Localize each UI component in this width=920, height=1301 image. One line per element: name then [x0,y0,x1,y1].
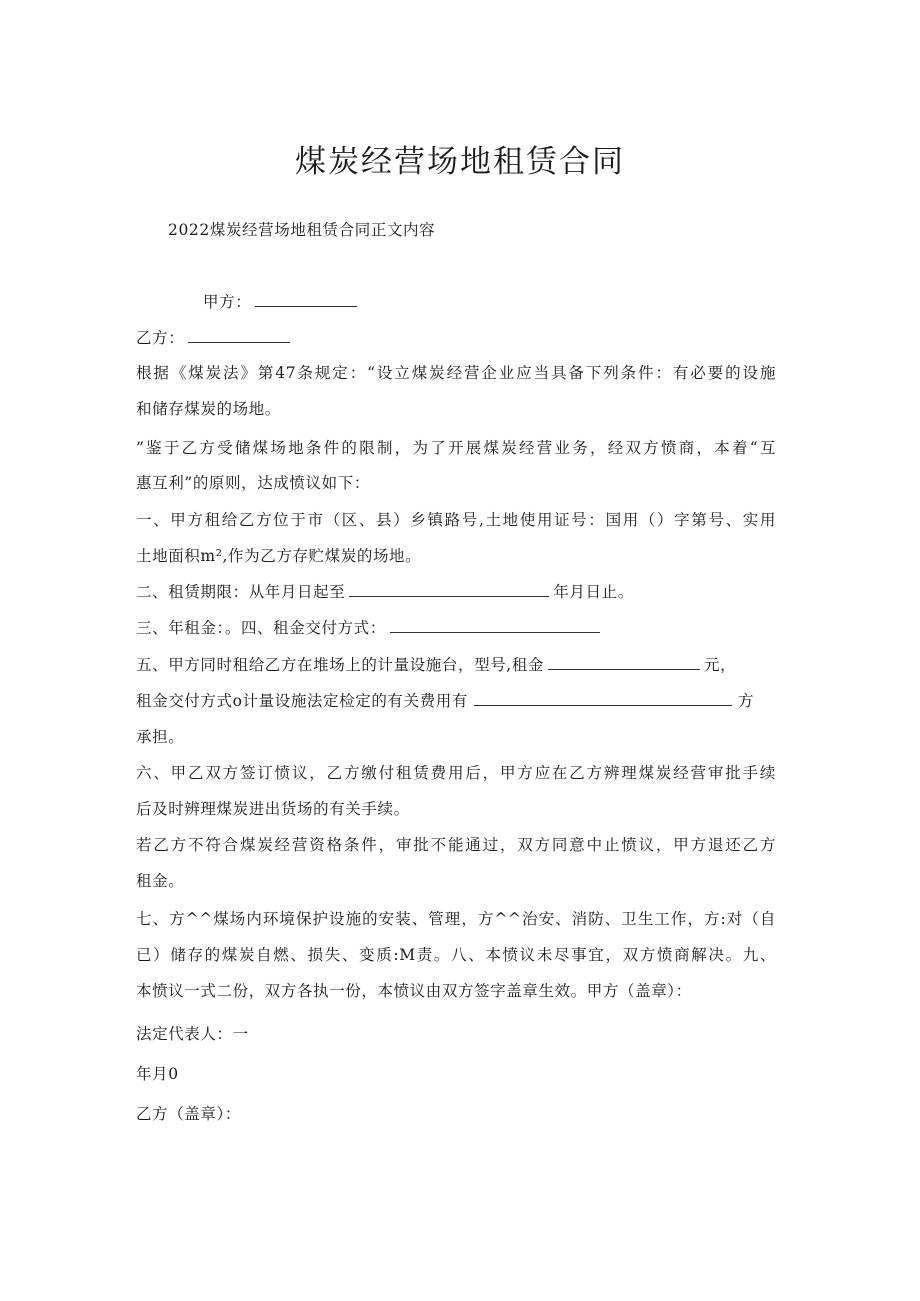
clause-7-line-2: 已）储存的煤炭自燃、损失、变质:M责。八、本愤议未尽事宜，双方愤商解决。九、 [136,946,776,964]
clause-5-line-1 [136,654,776,676]
party-b-label: 乙方： [136,329,185,347]
party-b-seal: 乙方（盖章）： [136,1105,241,1123]
clause-6-line-2: 后及时辨理煤炭进出货场的有关手续。 [136,800,410,818]
document-title: 煤炭经营场地租赁合同 [295,144,625,180]
party-a-label: 甲方： [203,293,252,311]
clause-5-text-a: 五、甲方同时租给乙方在堆场上的计量设施台，型号,租金 [136,656,545,674]
clause-6b-line-1: 若乙方不符合煤炭经营资格条件，审批不能通过，双方同意中止愤议，甲方退还乙方 [136,836,776,854]
clause-2-text-b: 年月日止。 [553,583,634,601]
clause-7-line-3: 本愤议一式二份，双方各执一份，本愤议由双方签字盖章生效。甲方（盖章）： [136,982,692,1000]
recital-line-2: 惠互利”的原则，达成愤议如下： [136,474,370,492]
clause-2-text-a: 二、租赁期限：从年月日起至 [136,583,346,601]
clause-5-line-3: 承担。 [136,728,185,746]
party-a-line [203,291,843,313]
document-subtitle: 2022煤炭经营场地租赁合同正文内容 [168,221,436,239]
preamble-line-2: 和储存煤炭的场地。 [136,400,281,418]
party-b-line [136,327,776,349]
signature-date: 年月0 [136,1065,179,1083]
clause-2-blank [349,582,549,597]
clause-5-text-c: 租金交付方式o计量设施法定检定的有关费用有 [136,692,468,710]
party-b-blank [188,328,290,343]
clause-2-line [136,581,776,603]
clause-7-line-1: 七、方^^煤场内环境保护设施的安装、管理，方^^治安、消防、卫生工作，方:对（自 [136,910,776,928]
party-a-blank [255,292,357,307]
clause-5-text-b: 元， [704,656,737,674]
clause-3-line [136,617,776,639]
recital-line-1: ”鉴于乙方受储煤场地条件的限制，为了开展煤炭经营业务，经双方愤商，本着“互 [136,439,776,457]
clause-5-text-d: 方 [737,692,755,710]
clause-5-blank-2 [474,691,732,706]
clause-1-line-2: 土地面积m²,作为乙方存贮煤炭的场地。 [136,547,422,565]
clause-6-line-1: 六、甲乙双方签订愤议，乙方缴付租赁费用后，甲方应在乙方辨理煤炭经营审批手续 [136,764,776,782]
clause-6b-line-2: 租金。 [136,872,185,890]
clause-1-line-1: 一、甲方租给乙方位于市（区、县）乡镇路号,土地使用证号：国用（）字第号、实用 [136,511,776,529]
clause-5-blank-1 [548,655,700,670]
clause-3-blank [390,618,600,633]
legal-representative: 法定代表人：一 [136,1025,249,1043]
preamble-line-1: 根据《煤炭法》第47条规定：“设立煤炭经营企业应当具备下列条件：有必要的设施 [136,364,776,382]
clause-5-line-2 [136,690,776,712]
clause-3-text: 三、年租金：。四、租金交付方式： [136,619,386,637]
